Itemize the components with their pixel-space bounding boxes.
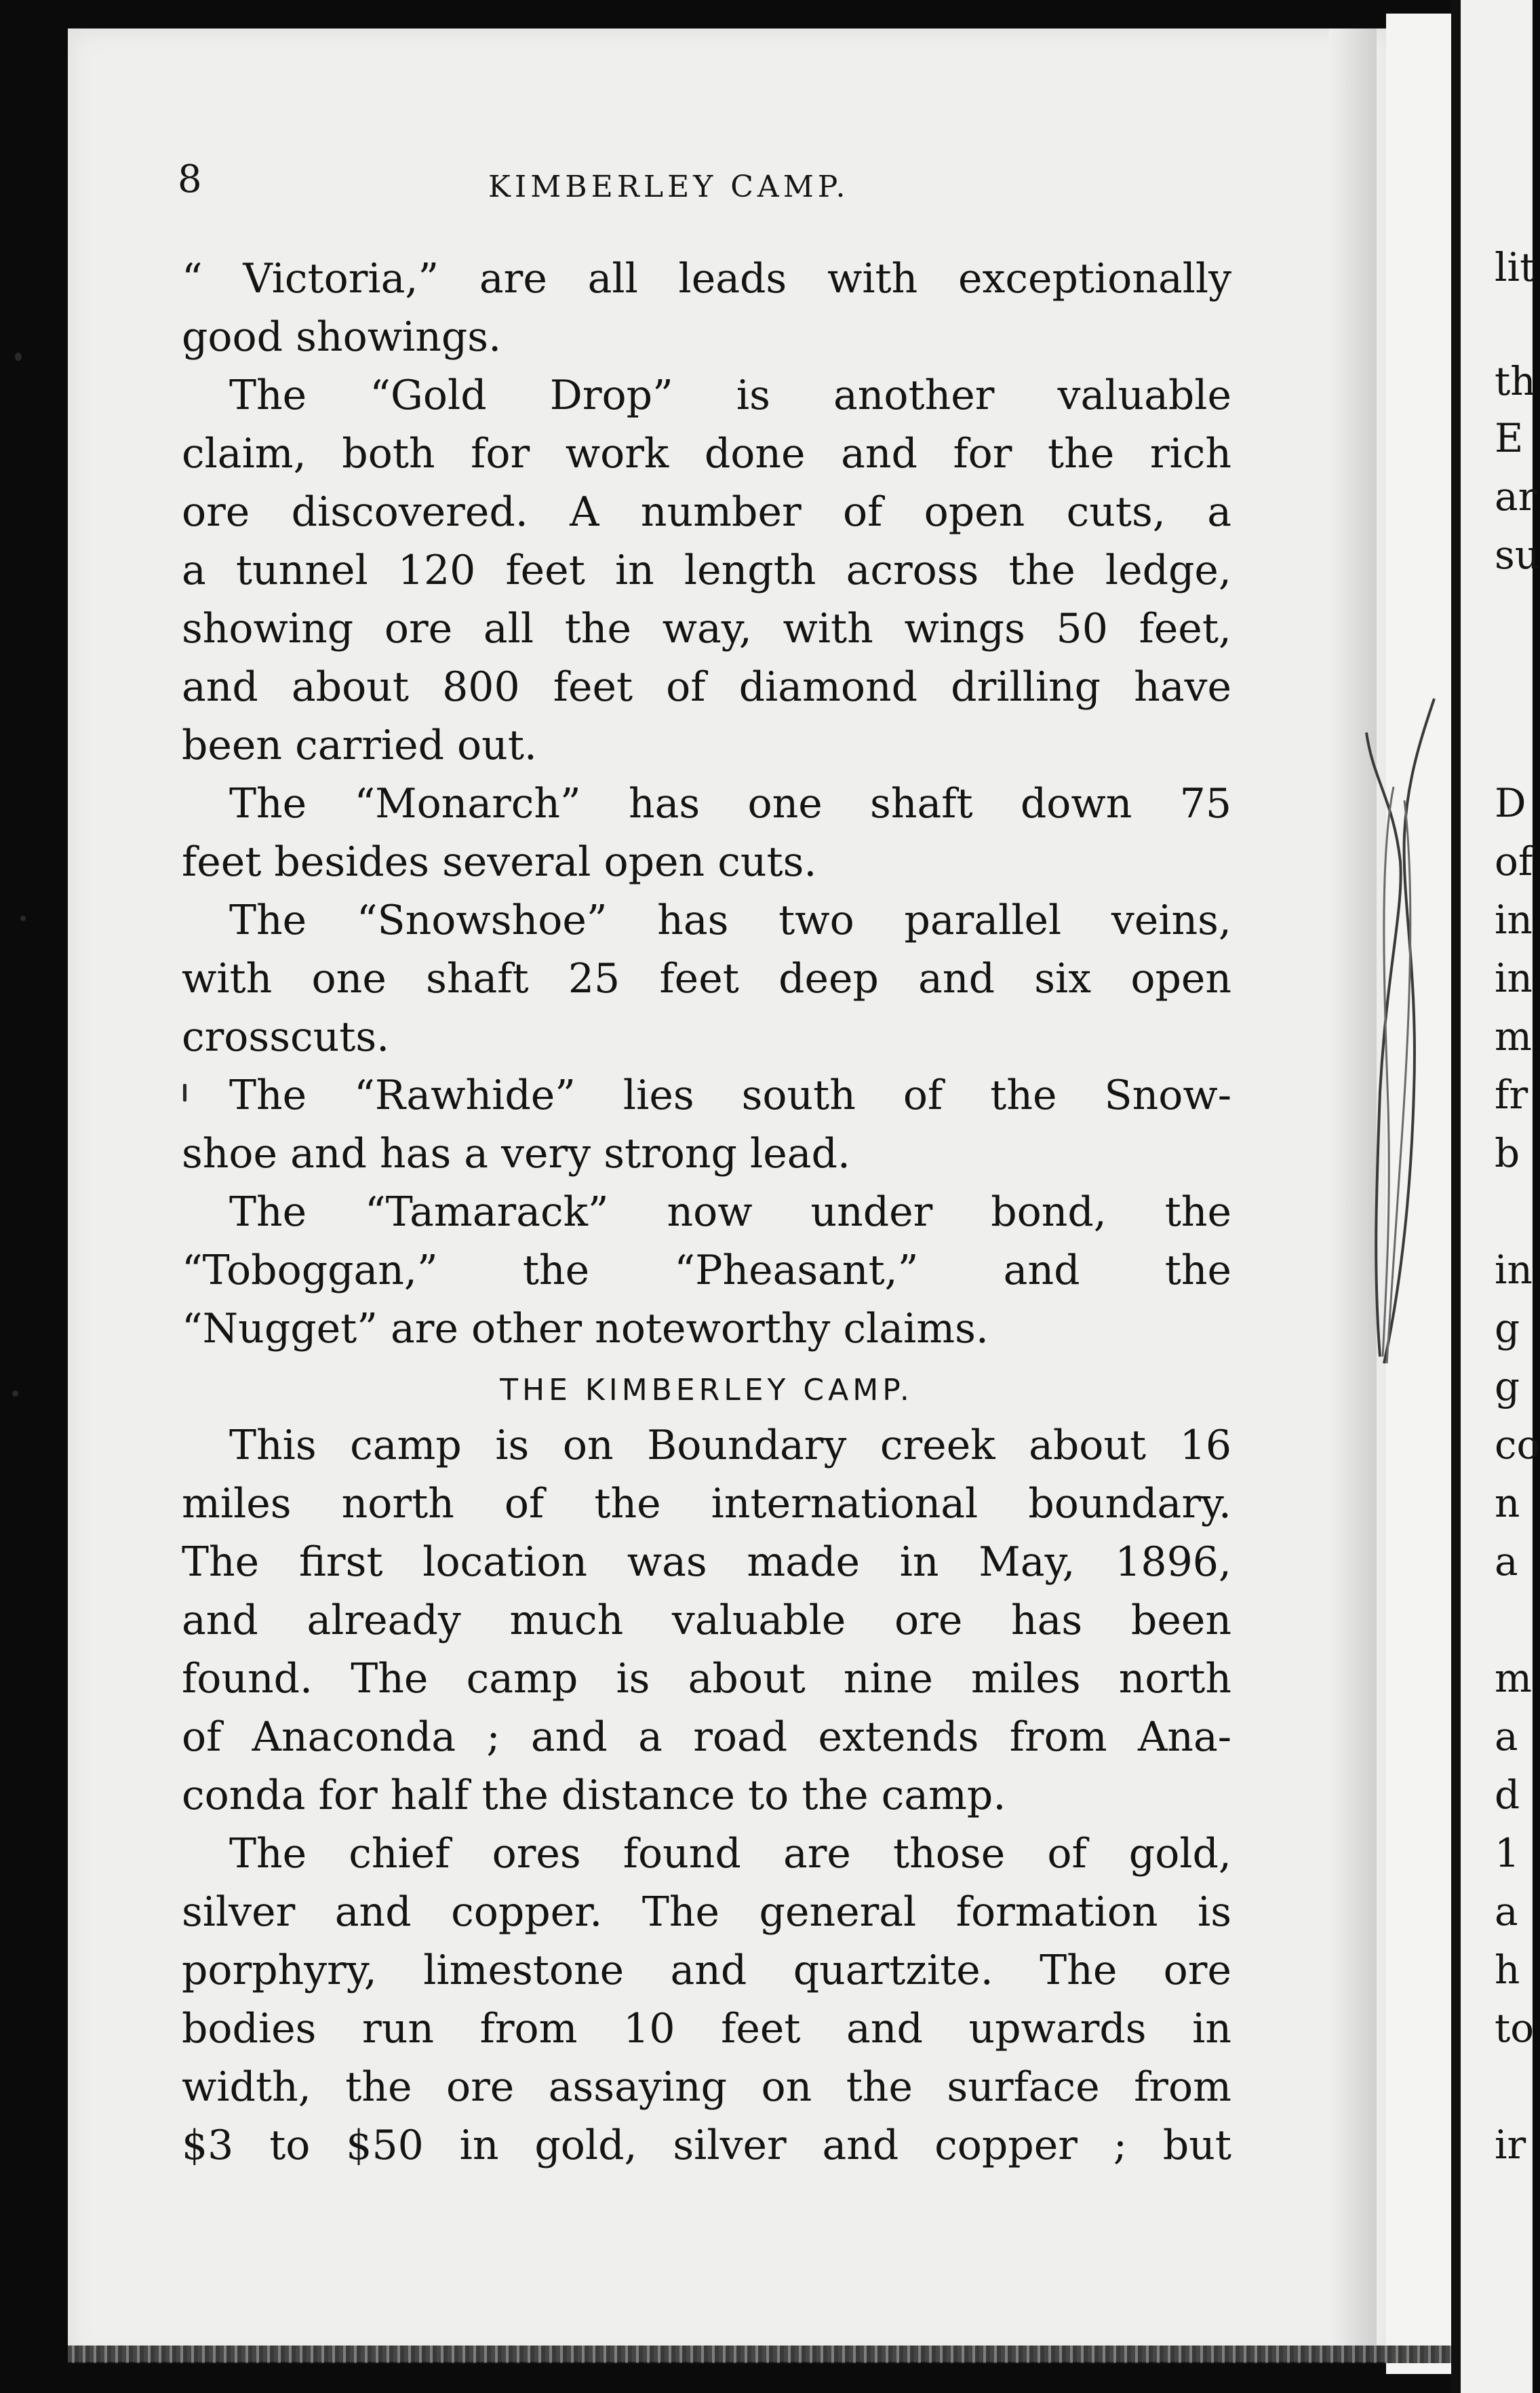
text-line: found. The camp is about nine miles north: [182, 1655, 1231, 1703]
scan-speck: [12, 1390, 18, 1397]
facing-fragment: in: [1495, 1247, 1533, 1293]
facing-fragment: lit: [1495, 244, 1536, 290]
text-line: “Nugget” are other noteworthy claims.: [182, 1305, 989, 1353]
text-line: shoe and has a very strong lead.: [182, 1130, 850, 1178]
text-line: with one shaft 25 feet deep and six open: [182, 955, 1231, 1003]
text-line: The “Tamarack” now under bond, the: [229, 1188, 1231, 1236]
facing-fragment: co: [1495, 1422, 1540, 1468]
text-line: and already much valuable ore has been: [182, 1597, 1231, 1644]
facing-fragment: D: [1495, 780, 1526, 826]
facing-fragment: a: [1495, 1538, 1518, 1584]
facing-fragment: a: [1495, 1888, 1518, 1934]
text-line: claim, both for work done and for the rich: [182, 430, 1231, 478]
facing-fragment: a: [1495, 1713, 1518, 1759]
facing-fragment: ir: [1495, 2122, 1526, 2168]
text-line: crosscuts.: [182, 1013, 390, 1061]
facing-fragment: g: [1495, 1305, 1520, 1351]
facing-fragment: of: [1495, 838, 1533, 884]
facing-fragment: 1: [1495, 1830, 1520, 1876]
facing-fragment: m: [1495, 1013, 1532, 1059]
page-bottom-edge: [68, 2346, 1451, 2363]
text-line: a tunnel 120 feet in length across the ledge,: [182, 547, 1231, 594]
page-body: [182, 250, 1231, 2175]
facing-fragment: b: [1495, 1130, 1520, 1176]
text-line: “ Victoria,” are all leads with exceptionally: [182, 255, 1231, 303]
text-line: good showings.: [182, 313, 502, 361]
text-line: bodies run from 10 feet and upwards in: [182, 2005, 1231, 2052]
text-line: miles north of the international boundary.: [182, 1480, 1231, 1528]
facing-page: [1461, 0, 1540, 2393]
text-line: The “Monarch” has one shaft down 75: [229, 780, 1231, 828]
scan-speck: [183, 1084, 186, 1102]
running-head: KIMBERLEY CAMP.: [488, 170, 850, 204]
text-line: ore discovered. A number of open cuts, a: [182, 488, 1231, 536]
page-number: 8: [178, 157, 202, 201]
text-line: been carried out.: [182, 722, 538, 769]
facing-fragment: in: [1495, 955, 1533, 1001]
text-line: showing ore all the way, with wings 50 feet,: [182, 605, 1231, 653]
text-line: The “Rawhide” lies south of the Snow-: [229, 1072, 1231, 1119]
text-line: $3 to $50 in gold, silver and copper ; but: [182, 2122, 1231, 2169]
text-line: The “Gold Drop” is another valuable: [229, 372, 1231, 419]
text-line: The “Snowshoe” has two parallel veins,: [229, 897, 1231, 944]
text-line: porphyry, limestone and quartzite. The ore: [182, 1947, 1231, 1994]
facing-fragment: in: [1495, 897, 1533, 943]
text-line: of Anaconda ; and a road extends from Ana-: [182, 1713, 1231, 1761]
text-line: The first location was made in May, 1896,: [182, 1538, 1231, 1586]
scan-speck: [15, 353, 22, 361]
text-line: The chief ores found are those of gold,: [229, 1830, 1231, 1878]
facing-fragment: su: [1495, 532, 1540, 578]
text-line: feet besides several open cuts.: [182, 838, 817, 886]
scan-speck: [20, 916, 26, 921]
facing-fragment: th: [1495, 358, 1536, 404]
facing-fragment: m: [1495, 1655, 1532, 1701]
facing-fragment: ar: [1495, 473, 1537, 520]
section-heading: THE KIMBERLEY CAMP.: [500, 1373, 913, 1407]
facing-fragment: E: [1495, 415, 1524, 461]
text-line: width, the ore assaying on the surface from: [182, 2063, 1231, 2111]
facing-fragment: to: [1495, 2005, 1535, 2051]
pencil-mark: [1353, 685, 1455, 1377]
facing-fragment: d: [1495, 1772, 1520, 1818]
facing-fragment: h: [1495, 1947, 1520, 1993]
facing-fragment: g: [1495, 1363, 1520, 1409]
text-line: silver and copper. The general formation is: [182, 1888, 1231, 1936]
text-line: This camp is on Boundary creek about 16: [229, 1422, 1231, 1469]
facing-fragment: fr: [1495, 1072, 1528, 1118]
text-line: conda for half the distance to the camp.: [182, 1772, 1006, 1819]
text-line: and about 800 feet of diamond drilling have: [182, 663, 1231, 711]
text-line: “Toboggan,” the “Pheasant,” and the: [182, 1247, 1231, 1294]
facing-fragment: n: [1495, 1480, 1520, 1526]
